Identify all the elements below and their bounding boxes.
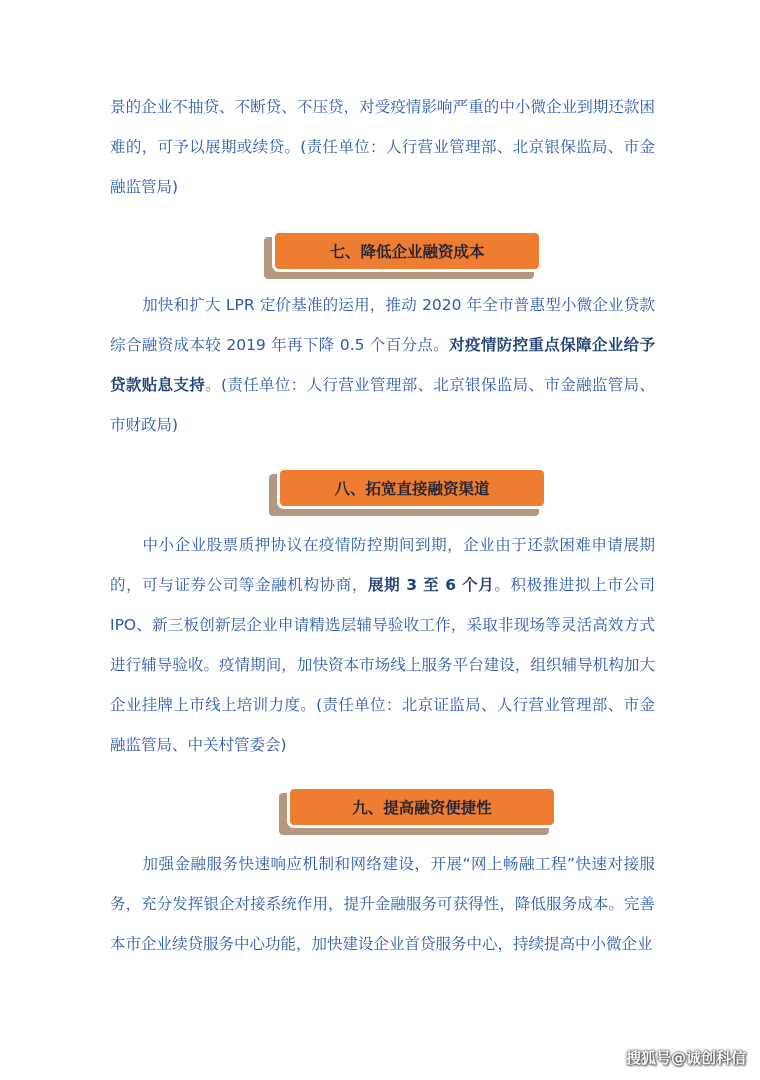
section-7-paragraph — [110, 285, 655, 445]
section-7-text-2: 。(责任单位：人行营业管理部、北京银保监局、市金融监管局、市财政局) — [110, 376, 655, 434]
watermark: 搜狐号@诚创科信 — [625, 1049, 746, 1067]
section-6-tail-text: 景的企业不抽贷、不断贷、不压贷，对受疫情影响严重的中小微企业到期还款困难的，可予以展期或续贷。(责任单位：人行营业管理部、北京银保监局、市金融监管局) — [110, 98, 655, 196]
section-8-text-2: 。积极推进拟上市公司 IPO、新三板创新层企业申请精选层辅导验收工作，采取非现场等灵活高效方式进行辅导验收。疫情期间，加快资本市场线上服务平台建设，组织辅导机构加大企业挂牌上市线上培训力度。(责任单位：北京证监局、人行营业管理部、市金融监管局、中关村管委会) — [110, 576, 655, 754]
section-7-bold-1: 对疫情防控重点保障企业给予贷款贴息支持 — [110, 336, 655, 394]
section-9-heading — [287, 786, 557, 828]
section-9-text-1: 加强金融服务快速响应机制和网络建设，开展“网上畅融工程”快速对接服务，充分发挥银企对接系统作用，提升金融服务可获得性，降低服务成本。完善本市企业续贷服务中心功能，加快建设企业首贷服务中心，持续提高中小微企业 — [110, 855, 655, 953]
section-7-heading-label: 七、降低企业融资成本 — [272, 230, 542, 272]
section-7-heading — [272, 230, 542, 272]
section-8-bold-1: 展期 3 至 6 个月 — [368, 576, 495, 594]
section-7-text-1: 加快和扩大 LPR 定价基准的运用，推动 2020 年全市普惠型小微企业贷款综合融资成本较 2019 年再下降 0.5 个百分点。 — [110, 296, 655, 354]
section-8-heading-label: 八、拓宽直接融资渠道 — [277, 467, 547, 509]
section-8-paragraph — [110, 525, 655, 765]
section-8-text-1: 中小企业股票质押协议在疫情防控期间到期，企业由于还款困难申请展期的，可与证券公司等金融机构协商， — [110, 536, 655, 594]
section-8-heading — [277, 467, 547, 509]
section-9-heading-label: 九、提高融资便捷性 — [287, 786, 557, 828]
section-6-tail-paragraph — [110, 87, 655, 207]
section-9-paragraph — [110, 844, 655, 964]
